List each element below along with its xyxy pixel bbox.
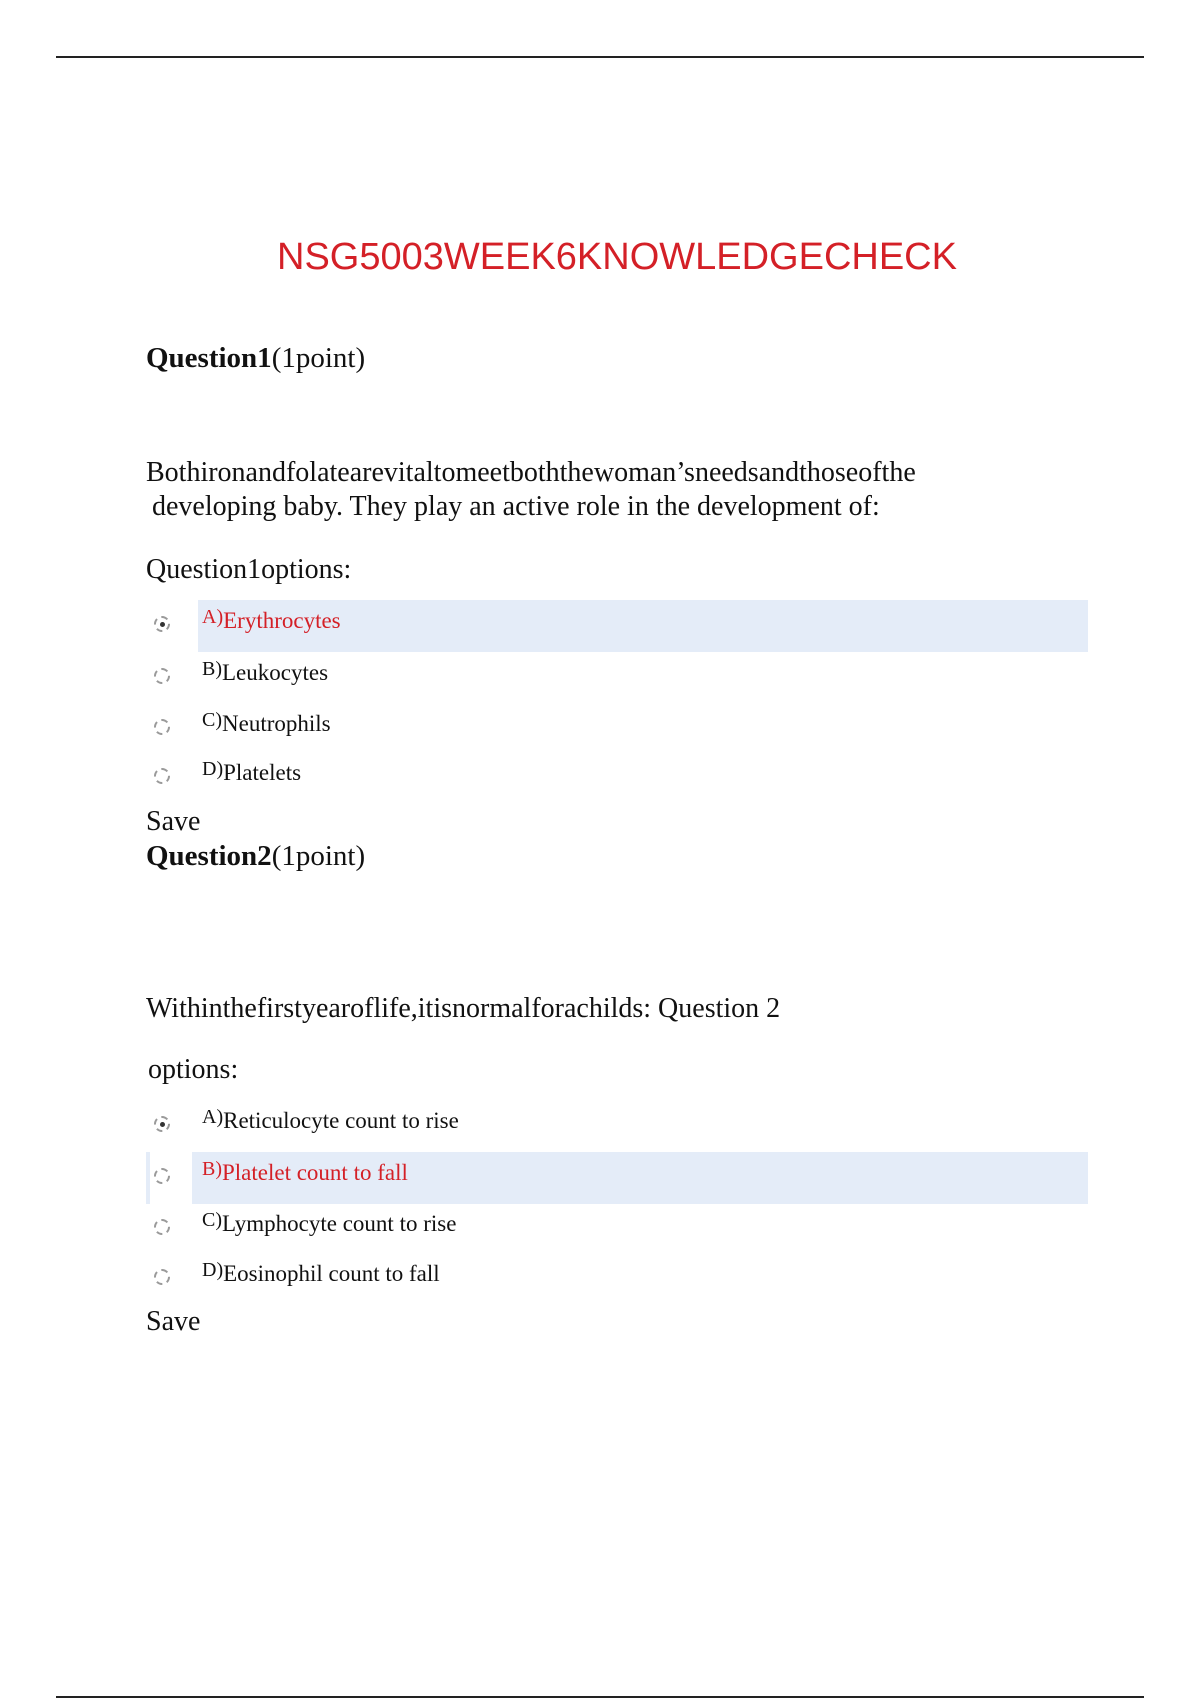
radio-button[interactable] <box>154 1269 170 1285</box>
document-title: NSG5003WEEK6KNOWLEDGECHECK <box>277 236 957 278</box>
option-text: C)Lymphocyte count to rise <box>202 1209 457 1236</box>
question-1-text <box>146 456 1106 524</box>
option-text: D)Eosinophil count to fall <box>202 1259 440 1286</box>
question-2-option-d[interactable] <box>146 1253 1088 1305</box>
question-1-option-c[interactable] <box>146 703 1088 755</box>
top-rule <box>56 56 1144 58</box>
option-text: C)Neutrophils <box>202 709 331 736</box>
question-2-option-c[interactable] <box>146 1203 1088 1255</box>
question-1-number: Question1 <box>146 342 272 374</box>
option-text: B)Platelet count to fall <box>202 1158 408 1185</box>
radio-button-selected[interactable] <box>154 616 170 632</box>
question-2-option-b[interactable] <box>146 1152 1088 1204</box>
question-2-heading <box>146 840 365 873</box>
radio-button[interactable] <box>154 768 170 784</box>
radio-button[interactable] <box>154 719 170 735</box>
option-text: A)Reticulocyte count to rise <box>202 1106 459 1133</box>
question-1-save-button[interactable]: Save <box>146 806 201 837</box>
question-2-number: Question2 <box>146 840 272 872</box>
radio-button[interactable] <box>154 668 170 684</box>
question-2-text-line-1: Withinthefirstyearoflife,itisnormalforachilds: Question 2 <box>146 993 781 1024</box>
question-2-option-a[interactable] <box>146 1100 1088 1152</box>
question-2-options-label: options: <box>148 1054 239 1085</box>
question-1-option-b[interactable] <box>146 652 1088 704</box>
option-text: A)Erythrocytes <box>202 606 341 633</box>
radio-button[interactable] <box>154 1168 170 1184</box>
question-2-text <box>146 992 1106 1026</box>
question-1-heading <box>146 342 365 375</box>
question-1-points: (1point) <box>271 342 366 374</box>
question-1-option-d[interactable] <box>146 752 1088 804</box>
question-1-option-a[interactable] <box>146 600 1088 652</box>
question-2-save-button[interactable]: Save <box>146 1306 201 1337</box>
question-2-points: (1point) <box>271 840 366 872</box>
question-1-text-line-1: Bothironandfolatearevitaltomeetboththewoman’sneedsandthoseofthe <box>146 457 916 488</box>
radio-button-selected[interactable] <box>154 1116 170 1132</box>
radio-button[interactable] <box>154 1219 170 1235</box>
option-text: B)Leukocytes <box>202 658 329 685</box>
answer-highlight-edge <box>146 1152 150 1204</box>
question-1-options-label: Question1options: <box>146 554 352 585</box>
question-1-text-line-2: developing baby. They play an active role in the development of: <box>152 491 880 522</box>
bottom-rule <box>56 1696 1144 1698</box>
option-text: D)Platelets <box>202 758 302 785</box>
